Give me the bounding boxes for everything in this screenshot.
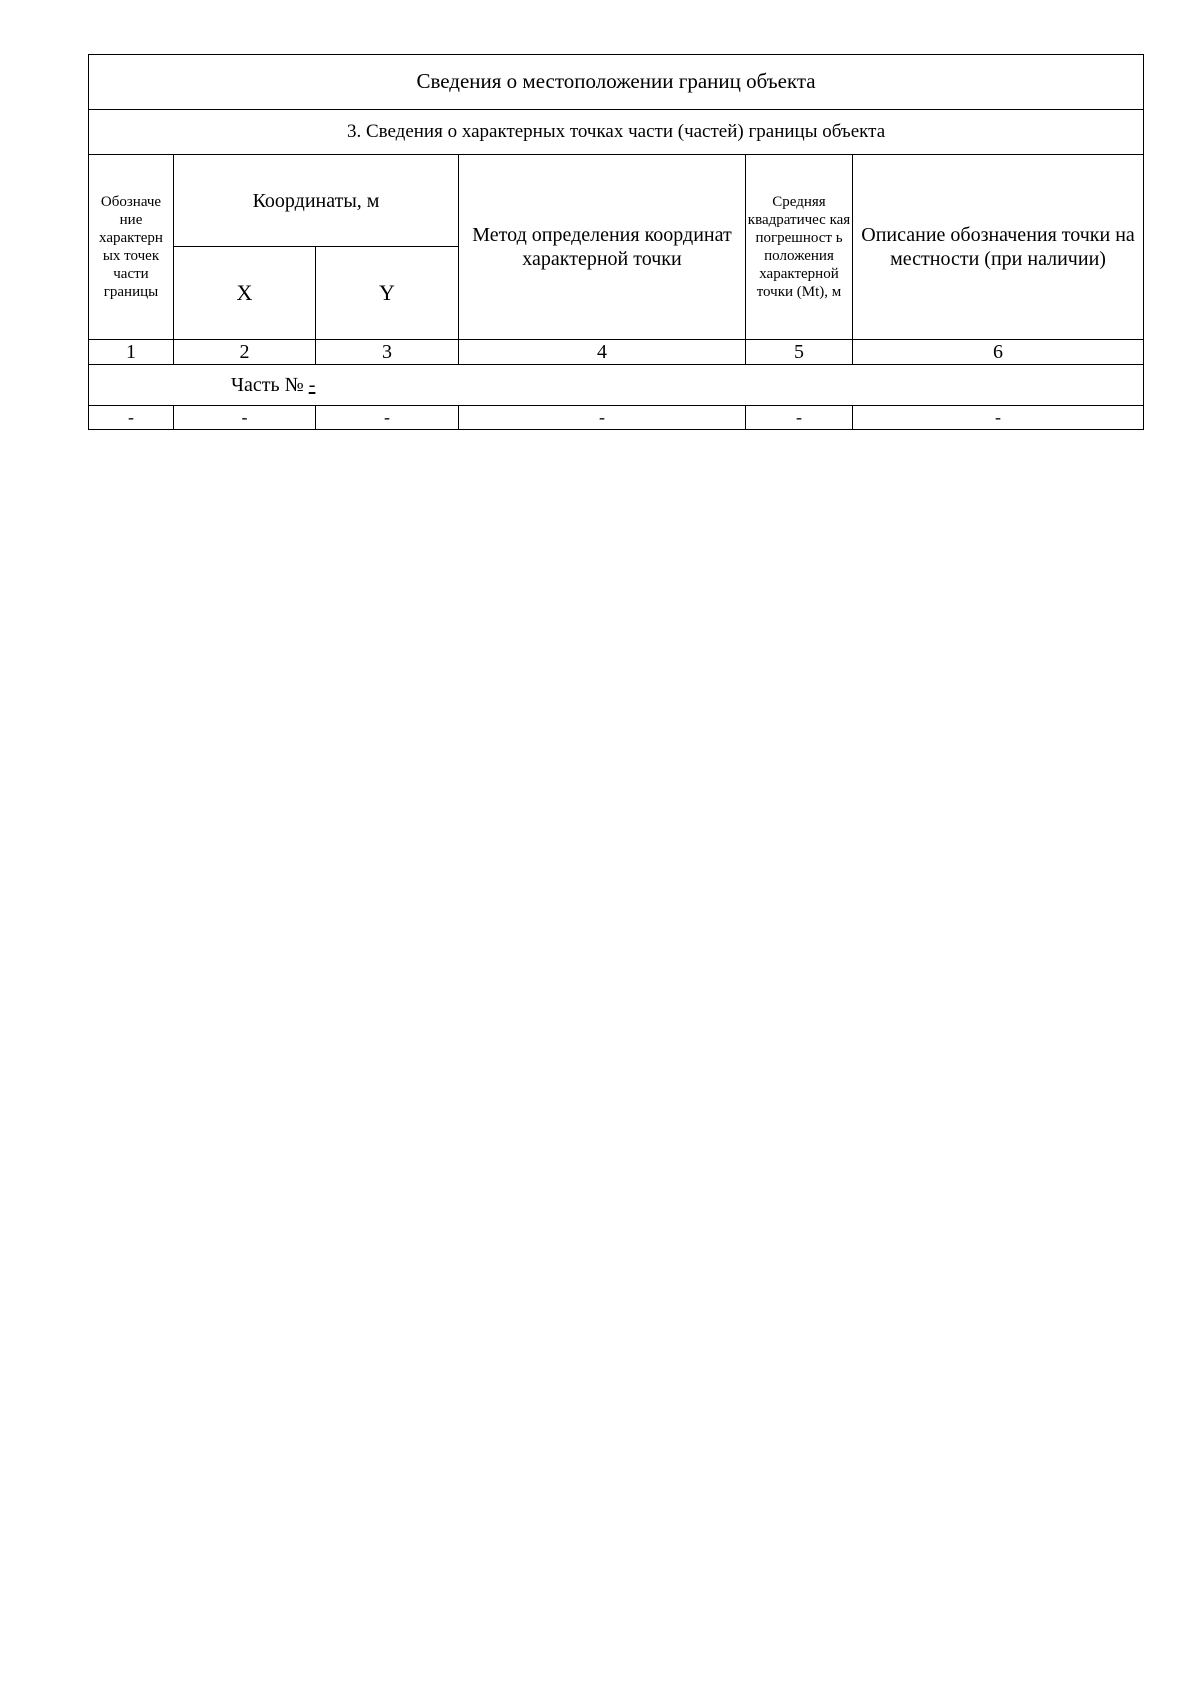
table-cell: - bbox=[746, 406, 853, 430]
boundary-points-table bbox=[88, 54, 1144, 430]
header-y: Y bbox=[316, 247, 459, 340]
header-x: X bbox=[174, 247, 316, 340]
title-row bbox=[89, 55, 1144, 110]
header-coordinates: Координаты, м bbox=[174, 155, 459, 247]
table-cell: - bbox=[853, 406, 1144, 430]
part-row bbox=[89, 365, 1144, 406]
section-title-row bbox=[89, 110, 1144, 155]
column-number: 3 bbox=[316, 340, 459, 365]
column-number: 5 bbox=[746, 340, 853, 365]
table-cell: - bbox=[89, 406, 174, 430]
header-description: Описание обозначения точки на местности (при наличии) bbox=[853, 155, 1144, 340]
column-number: 1 bbox=[89, 340, 174, 365]
document-title: Сведения о местоположении границ объекта bbox=[89, 55, 1144, 110]
header-accuracy: Средняя квадратичес кая погрешност ь положения характерной точки (Mt), м bbox=[746, 155, 853, 340]
column-number: 4 bbox=[459, 340, 746, 365]
header-row-1 bbox=[89, 155, 1144, 247]
column-number: 6 bbox=[853, 340, 1144, 365]
table-cell: - bbox=[174, 406, 316, 430]
table-cell: - bbox=[459, 406, 746, 430]
header-point-designation: Обозначе ние характерн ых точек части границы bbox=[89, 155, 174, 340]
column-numbers-row bbox=[89, 340, 1144, 365]
table-row bbox=[89, 406, 1144, 430]
table-cell: - bbox=[316, 406, 459, 430]
part-label: Часть № bbox=[231, 374, 304, 396]
header-method: Метод определения координат характерной точки bbox=[459, 155, 746, 340]
section-title: 3. Сведения о характерных точках части (частей) границы объекта bbox=[89, 110, 1144, 155]
column-number: 2 bbox=[174, 340, 316, 365]
part-header bbox=[89, 365, 1144, 406]
part-number: - bbox=[308, 374, 316, 396]
